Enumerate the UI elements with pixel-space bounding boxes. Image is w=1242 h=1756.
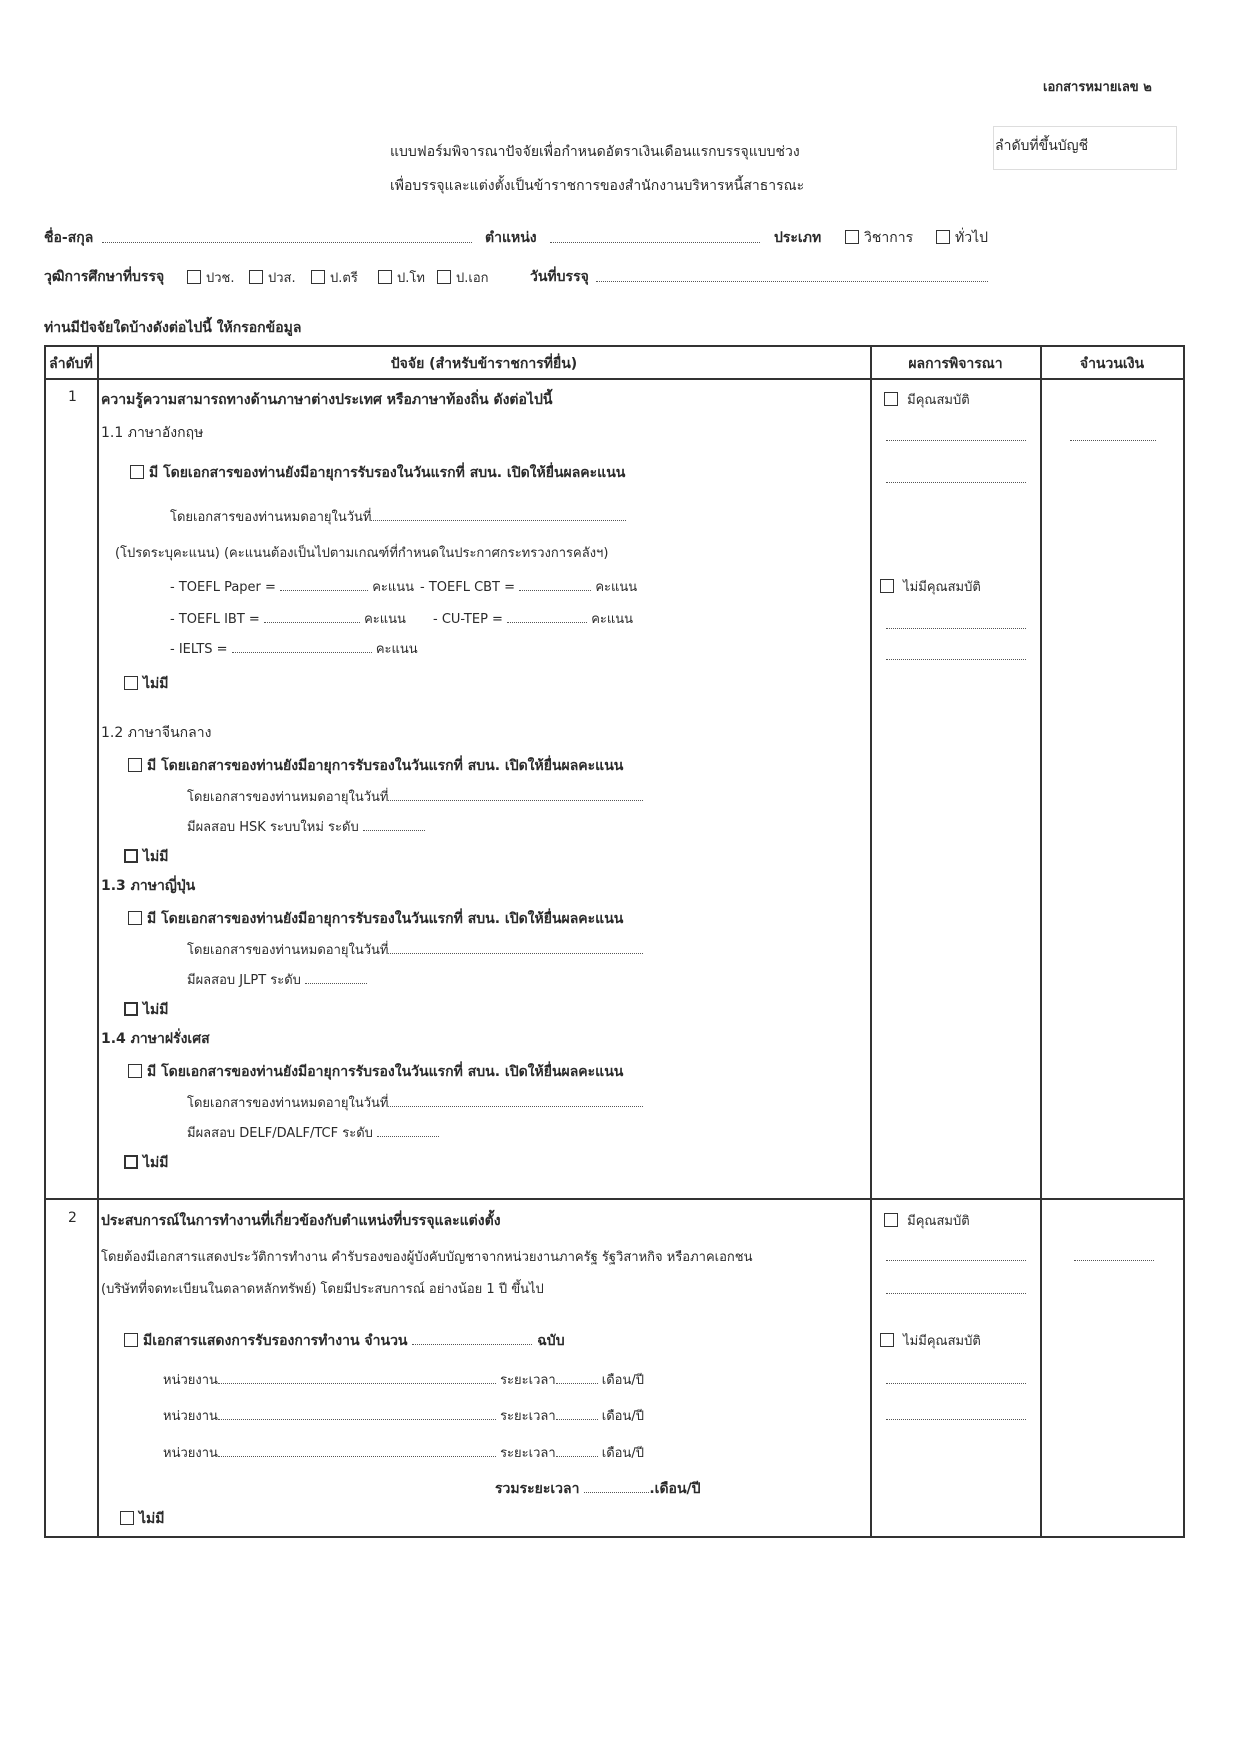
toefl-paper-field[interactable]: [280, 576, 368, 591]
s2-qualified-note-2[interactable]: [886, 1279, 1026, 1294]
english-note: (โปรดระบุคะแนน) (คะแนนต้องเป็นไปตามเกณฑ์ที่กำหนดในประกาศกระทรวงการคลังฯ): [115, 546, 609, 561]
french-title: 1.4 ภาษาฝรั่งเศส: [101, 1031, 210, 1047]
toefl-cbt-field[interactable]: [519, 576, 591, 591]
work-cert-option[interactable]: มีเอกสารแสดงการรับรองการทำงาน จำนวน ฉบับ: [124, 1330, 565, 1352]
duration-field-2[interactable]: [556, 1405, 598, 1420]
table-left-border: [44, 345, 46, 1538]
header-result: ผลการพิจารณา: [908, 356, 1003, 372]
section2-number: 2: [68, 1210, 77, 1226]
position-field[interactable]: [550, 228, 760, 243]
agency-row-3: หน่วยงาน ระยะเวลา เดือน/ปี: [163, 1442, 644, 1463]
agency-row-1: หน่วยงาน ระยะเวลา เดือน/ปี: [163, 1369, 644, 1390]
table-header-border: [44, 378, 1185, 380]
education-label: วุฒิการศึกษาที่บรรจุ: [44, 269, 165, 285]
french-expiry-field[interactable]: [388, 1092, 643, 1107]
rank-box-label: ลำดับที่ขึ้นบัญชี: [995, 138, 1089, 154]
cert-count-field[interactable]: [412, 1330, 532, 1345]
chinese-title: 1.2 ภาษาจีนกลาง: [101, 725, 212, 741]
checkbox-icon[interactable]: [124, 1155, 138, 1169]
english-expiry-field[interactable]: [371, 506, 626, 521]
checkbox-icon[interactable]: [936, 230, 950, 244]
checkbox-icon[interactable]: [249, 270, 263, 284]
s1-not-qualified-note-1[interactable]: [886, 614, 1026, 629]
table-bottom-border: [44, 1536, 1185, 1538]
name-field[interactable]: [102, 228, 472, 243]
chinese-expiry-line: โดยเอกสารของท่านหมดอายุในวันที่: [187, 786, 643, 807]
table-top-border: [44, 345, 1185, 347]
hsk-level-field[interactable]: [363, 816, 425, 831]
checkbox-icon[interactable]: [120, 1511, 134, 1525]
english-none-option[interactable]: ไม่มี: [124, 673, 169, 695]
ielts-field[interactable]: [232, 638, 372, 653]
french-test-line: มีผลสอบ DELF/DALF/TCF ระดับ: [187, 1122, 439, 1143]
s1-not-qualified-note-2[interactable]: [886, 645, 1026, 660]
french-expiry-line: โดยเอกสารของท่านหมดอายุในวันที่: [187, 1092, 643, 1113]
checkbox-icon[interactable]: [124, 1002, 138, 1016]
section2-desc-line1: โดยต้องมีเอกสารแสดงประวัติการทำงาน คำรับรองของผู้บังคับบัญชาจากหน่วยงานภาครัฐ รัฐวิสาหกิจ หรือภาคเอกชน: [101, 1250, 753, 1265]
column-divider: [97, 345, 99, 1538]
type-option-academic[interactable]: วิชาการ: [845, 227, 913, 249]
japanese-title: 1.3 ภาษาญี่ปุ่น: [101, 878, 196, 894]
toefl-ibt-field[interactable]: [264, 608, 360, 623]
english-has-doc-option[interactable]: มี โดยเอกสารของท่านยังมีอายุการรับรองในวันแรกที่ สบน. เปิดให้ยื่นผลคะแนน: [130, 462, 625, 484]
checkbox-icon[interactable]: [124, 676, 138, 690]
chinese-test-line: มีผลสอบ HSK ระบบใหม่ ระดับ: [187, 816, 425, 837]
english-expiry-line: โดยเอกสารของท่านหมดอายุในวันที่: [170, 506, 626, 527]
s2-amount-field[interactable]: [1074, 1246, 1154, 1261]
cu-tep-line: - CU-TEP = คะแนน: [433, 608, 633, 629]
s2-not-qualified-note-1[interactable]: [886, 1369, 1026, 1384]
checkbox-icon[interactable]: [124, 1333, 138, 1347]
section2-desc-line2: (บริษัทที่จดทะเบียนในตลาดหลักทรัพย์) โดยมีประสบการณ์ อย่างน้อย 1 ปี ขึ้นไป: [101, 1282, 544, 1297]
form-title-line1: แบบฟอร์มพิจารณาปัจจัยเพื่อกำหนดอัตราเงินเดือนแรกบรรจุแบบช่วง: [390, 144, 800, 160]
form-title-line2: เพื่อบรรจุและแต่งตั้งเป็นข้าราชการของสำนักงานบริหารหนี้สาธารณะ: [390, 178, 805, 194]
japanese-expiry-field[interactable]: [388, 939, 643, 954]
total-duration-field[interactable]: [584, 1478, 649, 1493]
checkbox-icon[interactable]: [880, 1333, 894, 1347]
toefl-ibt-line: - TOEFL IBT = คะแนน: [170, 608, 406, 629]
delf-level-field[interactable]: [377, 1122, 439, 1137]
edu-option-doctorate[interactable]: ป.เอก: [437, 267, 489, 288]
checkbox-icon[interactable]: [378, 270, 392, 284]
japanese-expiry-line: โดยเอกสารของท่านหมดอายุในวันที่: [187, 939, 643, 960]
position-label: ตำแหน่ง: [485, 230, 537, 246]
french-has-doc-option[interactable]: มี โดยเอกสารของท่านยังมีอายุการรับรองในวันแรกที่ สบน. เปิดให้ยื่นผลคะแนน: [128, 1061, 623, 1083]
s1-qualified-note-2[interactable]: [886, 468, 1026, 483]
chinese-has-doc-option[interactable]: มี โดยเอกสารของท่านยังมีอายุการรับรองในวันแรกที่ สบน. เปิดให้ยื่นผลคะแนน: [128, 755, 623, 777]
s2-qualified-note-1[interactable]: [886, 1246, 1026, 1261]
s1-qualified-option[interactable]: มีคุณสมบัติ: [884, 389, 970, 410]
checkbox-icon[interactable]: [187, 270, 201, 284]
table-right-border: [1183, 345, 1185, 1538]
header-no: ลำดับที่: [49, 356, 93, 372]
toefl-paper-line: - TOEFL Paper = คะแนน: [170, 576, 414, 597]
edu-option-high-vocational[interactable]: ปวส.: [249, 267, 296, 288]
chinese-none-option[interactable]: ไม่มี: [124, 846, 169, 868]
duration-field-1[interactable]: [556, 1369, 598, 1384]
s1-not-qualified-option[interactable]: ไม่มีคุณสมบัติ: [880, 576, 981, 597]
section2-title: ประสบการณ์ในการทำงานที่เกี่ยวข้องกับตำแหน่งที่บรรจุและแต่งตั้ง: [101, 1213, 501, 1229]
toefl-cbt-line: - TOEFL CBT = คะแนน: [420, 576, 637, 597]
edu-option-master[interactable]: ป.โท: [378, 267, 425, 288]
total-duration-line: รวมระยะเวลา .เดือน/ปี: [495, 1478, 701, 1500]
section2-none-option[interactable]: ไม่มี: [120, 1508, 165, 1530]
section1-title: ความรู้ความสามารถทางด้านภาษาต่างประเทศ หรือภาษาท้องถิ่น ดังต่อไปนี้: [101, 392, 553, 408]
checkbox-icon[interactable]: [437, 270, 451, 284]
s1-amount-field[interactable]: [1070, 426, 1156, 441]
checkbox-icon[interactable]: [124, 849, 138, 863]
checkbox-icon[interactable]: [311, 270, 325, 284]
agency-field-3[interactable]: [218, 1442, 496, 1457]
checkbox-icon[interactable]: [128, 911, 142, 925]
table-section-divider: [44, 1198, 1185, 1200]
checkbox-icon[interactable]: [128, 1064, 142, 1078]
japanese-none-option[interactable]: ไม่มี: [124, 999, 169, 1021]
s2-not-qualified-note-2[interactable]: [886, 1405, 1026, 1420]
header-amount: จำนวนเงิน: [1079, 356, 1145, 372]
checkbox-icon[interactable]: [128, 758, 142, 772]
edu-option-bachelor[interactable]: ป.ตรี: [311, 267, 358, 288]
header-factor: ปัจจัย (สำหรับข้าราชการที่ยื่น): [390, 356, 578, 372]
duration-field-3[interactable]: [556, 1442, 598, 1457]
checkbox-icon[interactable]: [845, 230, 859, 244]
agency-field-2[interactable]: [218, 1405, 496, 1420]
date-label: วันที่บรรจุ: [530, 269, 589, 285]
chinese-expiry-field[interactable]: [388, 786, 643, 801]
s2-qualified-option[interactable]: มีคุณสมบัติ: [884, 1210, 970, 1231]
french-none-option[interactable]: ไม่มี: [124, 1152, 169, 1174]
checkbox-icon[interactable]: [884, 1213, 898, 1227]
agency-field-1[interactable]: [218, 1369, 496, 1384]
japanese-test-line: มีผลสอบ JLPT ระดับ: [187, 969, 367, 990]
s1-qualified-note-1[interactable]: [886, 426, 1026, 441]
instruction-text: ท่านมีปัจจัยใดบ้างดังต่อไปนี้ ให้กรอกข้อมูล: [44, 320, 302, 336]
type-option-general[interactable]: ทั่วไป: [936, 227, 988, 249]
english-title: 1.1 ภาษาอังกฤษ: [101, 425, 204, 441]
section1-number: 1: [68, 389, 77, 405]
document-number: เอกสารหมายเลข ๒: [1043, 80, 1152, 95]
type-label: ประเภท: [774, 230, 822, 246]
cu-tep-field[interactable]: [507, 608, 587, 623]
edu-option-vocational[interactable]: ปวช.: [187, 267, 235, 288]
checkbox-icon[interactable]: [884, 392, 898, 406]
agency-row-2: หน่วยงาน ระยะเวลา เดือน/ปี: [163, 1405, 644, 1426]
s2-not-qualified-option[interactable]: ไม่มีคุณสมบัติ: [880, 1330, 981, 1351]
checkbox-icon[interactable]: [880, 579, 894, 593]
date-field[interactable]: [596, 267, 988, 282]
japanese-has-doc-option[interactable]: มี โดยเอกสารของท่านยังมีอายุการรับรองในวันแรกที่ สบน. เปิดให้ยื่นผลคะแนน: [128, 908, 623, 930]
ielts-line: - IELTS = คะแนน: [170, 638, 418, 659]
name-label: ชื่อ-สกุล: [44, 230, 94, 246]
jlpt-level-field[interactable]: [305, 969, 367, 984]
column-divider: [1040, 345, 1042, 1538]
column-divider: [870, 345, 872, 1538]
checkbox-icon[interactable]: [130, 465, 144, 479]
